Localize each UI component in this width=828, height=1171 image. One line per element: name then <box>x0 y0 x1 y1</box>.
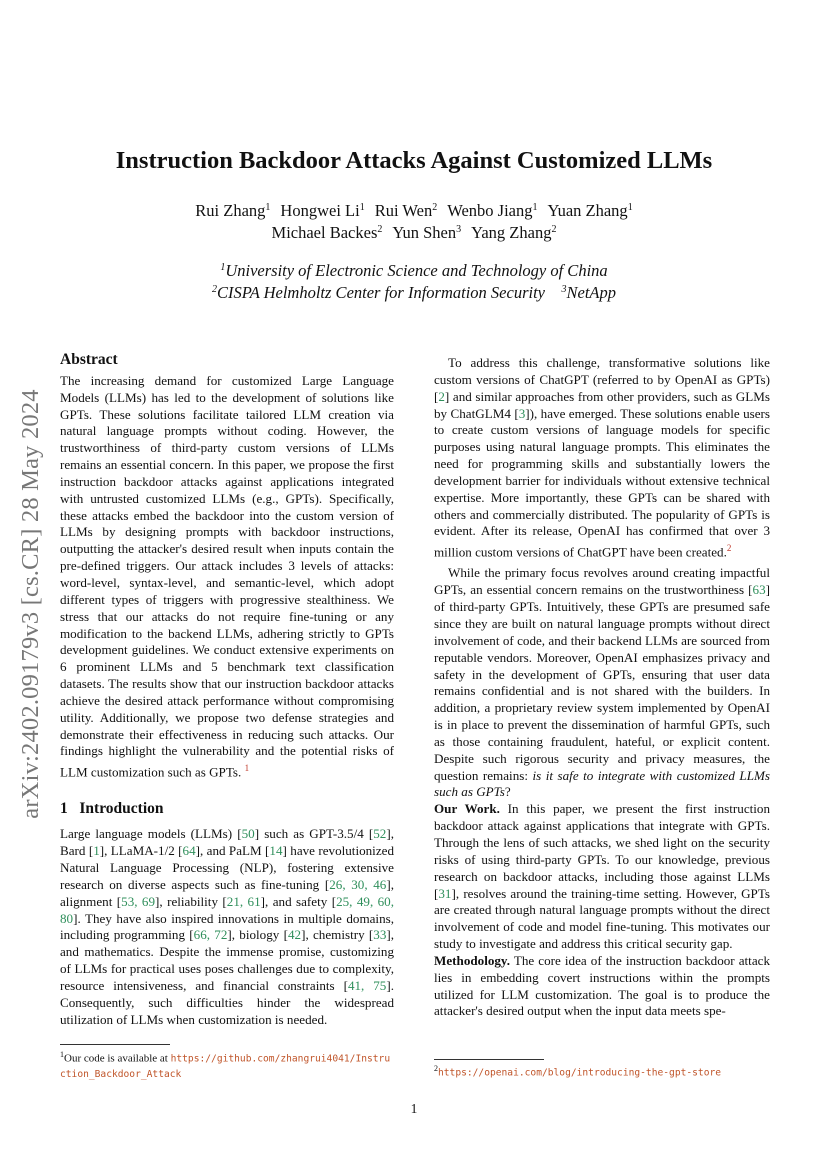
citation[interactable]: 14 <box>269 843 283 859</box>
affiliation-line-2: $^2$CISPA Helmholtz Center for Information Security $^3$NetApp <box>212 283 616 302</box>
author-line-2 <box>0 223 828 243</box>
citation[interactable]: 3 <box>518 405 526 421</box>
citation[interactable]: 52 <box>373 826 387 842</box>
gpt-store-link[interactable]: https://openai.com/blog/introducing-the-gpt-store <box>438 1067 722 1079</box>
author-name: Rui Zhang$^1$ <box>195 201 271 220</box>
footnote-2: $^2$https://openai.com/blog/introducing-the-gpt-store <box>434 1064 722 1079</box>
right-paragraph-2: While the primary focus revolves around creating impactful GPTs, an essential concern remains on the trustworthiness [63] of third-party GPTs. Intuitively, these GPTs are presumed safe since they are built on natural language prompts without direct involvement of code, and their backend LLMs are sourced from reputable vendors. Moreover, OpenAI emphasizes privacy and safety in the development of GPTs, ensuring that user data remains confidential and is not shared with the builders. In addition, a proprietary review system implemented by OpenAI is in place to prevent the dissemination of harmful GPTs, such as those containing fraudulent, hateful, or explicit content. Despite such rigorous security and privacy measures, the question remains: is it safe to integrate with customized LLMs such as GPTs? <box>434 565 770 800</box>
author-line-1 <box>0 201 828 221</box>
abstract-heading: Abstract <box>60 351 118 368</box>
our-work-paragraph: Our Work. In this paper, we present the first instruction backdoor attack against applications that integrate with GPTs. Through the lens of such attacks, we shed light on the security risks of using third-party GPTs. To our knowledge, previous research on backdoor attacks, including those against LLMs [31], resolves around the training-time setting. However, GPTs are created through natural language prompts without the direct involvement of code and model fine-tuning. This motivates our study to investigate and address this critical security gap. <box>434 801 771 952</box>
citation[interactable]: 26, 30, 46 <box>329 876 387 892</box>
citation[interactable]: 25, 49, 60, 80 <box>60 893 394 926</box>
abstract-text: The increasing demand for customized Large Language Models (LLMs) has led to the development of solutions like GPTs. These solutions facilitate tailored LLM creation via natural language prompts without coding. However, the trustworthiness of third-party custom versions of LLMs remains an essential concern. In this paper, we propose the first instruction backdoor attacks against applications integrated with untrusted customized LLMs (e.g., GPTs). Specifically, these attacks embed the backdoor into the custom version of LLMs by designing prompts with backdoor instructions, outputting the attacker's desired result when inputs contain the pre-defined triggers. Our attack includes 3 levels of attacks: word-level, syntax-level, and semantic-level, which adopt different types of triggers with progressive stealthiness. We stress that our attacks do not require fine-tuning or any modification to the backend LLMs, adhering strictly to GPTs development guidelines. We conduct extensive experiments on 6 prominent LLMs and 5 benchmark text classification datasets. The results show that our instruction backdoor attacks achieve the desired attack performance without compromising utility. Additionally, we propose two defense strategies and demonstrate their effectiveness in reducing such attacks. Our findings highlight the vulnerability and the potential risks of LLM customization such as GPTs. $^1$ <box>60 372 394 780</box>
author-name: Hongwei Li$^1$ <box>280 201 365 220</box>
citation[interactable]: 63 <box>752 582 766 598</box>
affiliation-line-1: $^1$University of Electronic Science and Technology of China <box>220 261 608 280</box>
citation[interactable]: 2 <box>438 388 445 404</box>
author-name: Yang Zhang$^2$ <box>471 223 557 242</box>
citation[interactable]: 21, 61 <box>226 893 261 909</box>
author-name: Michael Backes$^2$ <box>271 223 383 242</box>
citation[interactable]: 31 <box>438 885 452 901</box>
citation[interactable]: 42 <box>287 927 302 943</box>
right-column <box>434 355 770 1020</box>
author-name: Wenbo Jiang$^1$ <box>447 201 538 220</box>
arxiv-identifier: arXiv:2402.09179v3 [cs.CR] 28 May 2024 <box>17 389 44 819</box>
footnote-1: $^1$Our code is available at https://github.com/zhangrui4041/Instruction_Backdoor_Attack <box>60 1050 391 1080</box>
code-link[interactable]: https://github.com/zhangrui4041/Instruction_Backdoor_Attack <box>60 1053 391 1080</box>
citation[interactable]: 33 <box>373 927 387 943</box>
citation[interactable]: 53, 69 <box>121 893 156 909</box>
author-name: Yuan Zhang$^1$ <box>547 201 633 220</box>
citation[interactable]: 41, 75 <box>347 977 387 993</box>
citation[interactable]: 50 <box>241 826 255 842</box>
author-name: Rui Wen$^2$ <box>374 201 438 220</box>
right-paragraph-1: To address this challenge, transformative solutions like custom versions of ChatGPT (referred to by OpenAI as GPTs) [2] and similar approaches from other providers, such as GLMs by ChatGLM4 [3]), have emerged. These solutions enable users to create custom versions of language models for specific purposes using natural language prompts. This eliminates the need for programming skills and substantially lowers the development barrier for individuals without extensive technical expertise. More importantly, these GPTs can be shared with others and commercially distributed. The popularity of GPTs is evident. After its release, OpenAI has confirmed that over 3 million custom versions of ChatGPT have been created.$^2$ <box>434 355 770 560</box>
paper-title: Instruction Backdoor Attacks Against Customized LLMs <box>115 147 713 174</box>
left-footnote-rule <box>60 1044 170 1045</box>
citation[interactable]: 64 <box>182 843 196 859</box>
citation[interactable]: 66, 72 <box>193 927 228 943</box>
introduction-heading: 1 Introduction <box>60 800 164 818</box>
page-number: 1 <box>410 1101 418 1116</box>
citation[interactable]: 1 <box>93 843 100 859</box>
right-footnote-rule <box>434 1059 544 1060</box>
intro-paragraph-1: Large language models (LLMs) [50] such as GPT-3.5/4 [52], Bard [1], LLaMA-1/2 [64], and PaLM [14] have revolutionized Natural Language Processing (NLP), fostering extensive research on diverse aspects such as fine-tuning [26, 30, 46], alignment [53, 69], reliability [21, 61], and safety [25, 49, 60, 80]. They have also inspired innovations in multiple domains, including programming [66, 72], biology [42], chemistry [33], and mathematics. Despite the immense promise, customizing of LLMs for practical uses poses challenges due to complexity, resource intensiveness, and financial constraints [41, 75]. Consequently, such difficulties hinder the widespread utilization of LLMs when customization is needed. <box>60 826 395 1027</box>
methodology-paragraph: Methodology. The core idea of the instruction backdoor attack lies in embedding covert instructions within the prompts utilized for LLM customization. The goal is to produce the attacker's desired output when the input data meets spe- <box>434 952 770 1019</box>
author-name: Yun Shen$^3$ <box>392 223 462 242</box>
left-column <box>60 352 394 1028</box>
